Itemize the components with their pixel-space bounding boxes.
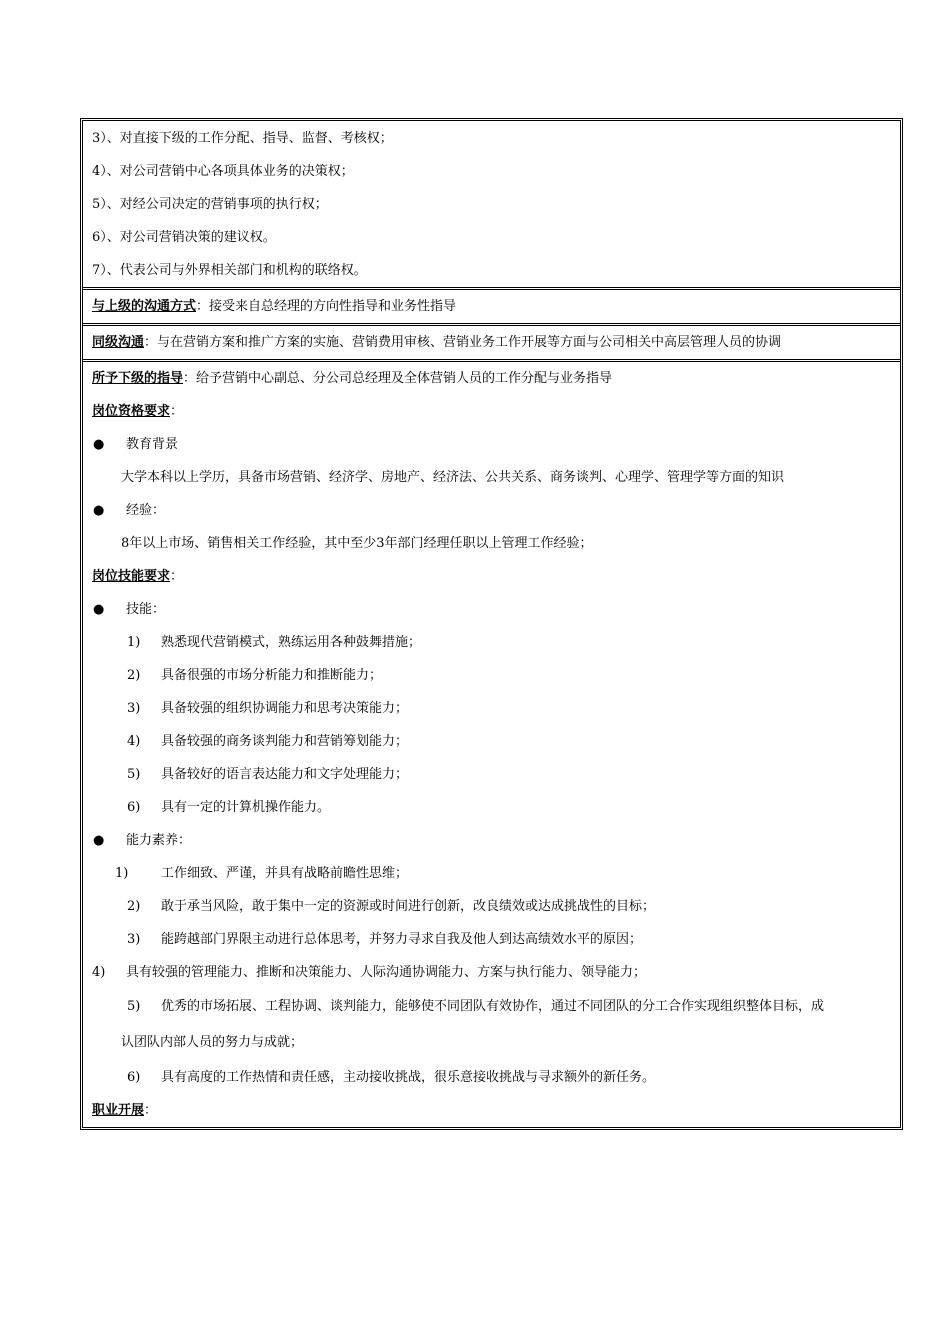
- authority-item: 4）、对公司营销中心各项具体业务的决策权；: [92, 164, 354, 179]
- education-heading: ● 教育背景: [83, 428, 900, 461]
- skill-heading: ● 技能：: [83, 593, 900, 626]
- skill-item: 5) 具备较好的语言表达能力和文字处理能力；: [127, 767, 409, 782]
- ability-item-continuation: 认团队内部人员的努力与成就；: [121, 1035, 304, 1050]
- ability-item: 5) 优秀的市场拓展、工程协调、谈判能力，能够使不同团队有效协作，通过不同团队的分工合作实现组织整体目标，成: [127, 999, 825, 1014]
- ability-item: 4) 具有较强的管理能力、推断和决策能力、人际沟通协调能力、方案与执行能力、领导能力；: [92, 965, 647, 980]
- career-label: 职业开展: [92, 1103, 145, 1118]
- experience-heading: ● 经验：: [83, 494, 900, 527]
- authority-item: 6）、对公司营销决策的建议权。: [92, 230, 276, 245]
- ability-item: 1) 工作细致、严谨，并具有战略前瞻性思维；: [115, 866, 409, 881]
- skill-item: 6) 具有一定的计算机操作能力。: [127, 800, 331, 815]
- authority-item: 5）、对经公司决定的营销事项的执行权；: [92, 197, 328, 212]
- requirements-section: 所予下级的指导：给予营销中心副总、分公司总经理及全体营销人员的工作分配与业务指导 岗位资格要求： ● 教育背景 大学本科以上学历，具备市场营销、经济学、房地产、经济法、公共关系、商务谈判、心理学、管理学等方面的知识 ● 经验： 8年以上市场、销售相关工作经验，其中至少3年部门经理任职以上管理工作经验； 岗位技能要求： ● 技能： 1) 熟悉现代营销模式，熟练运用各种鼓舞措施； 2) 具备很强的市场分析能力和推断能力； 3) 具备较强的组织协调能力和思考决策能力； 4) 具备较强的商务谈判能力和营销筹划能力； 5) 具备较好的语言表达能力和文字处理能力； 6) 具有一定的计算机操作能力。 ● 能力素养： 1) 工作细致、严谨，并具有战略前瞻性思维； 2) 敢于承当风险，敢于集中一定的资源或时间进行创新，改良绩效或达成挑战性的目标； 3) 能跨越部门界限主动进行总体思考，并努力寻求自我及他人到达高绩效水平的原因； 4) 具有较强的管理能力、推断和决策能力、人际沟通协调能力、方案与执行能力、领导能力； 5) 优秀的市场拓展、工程协调、谈判能力，能够使不同团队有效协作，通过不同团队的分工合作实现组织整体目标，成 认团队内部人员的努力与成就； 6) 具有高度的工作热情和责任感，主动接收挑战，很乐意接收挑战与寻求额外的新任务。 职业开展：: [83, 362, 900, 1127]
- bullet-icon: ●: [93, 602, 105, 617]
- authority-item: 7）、代表公司与外界相关部门和机构的联络权。: [92, 263, 367, 278]
- superior-text: 接受来自总经理的方向性指导和业务性指导: [209, 299, 457, 314]
- bullet-icon: ●: [93, 503, 105, 518]
- skill-item: 4) 具备较强的商务谈判能力和营销筹划能力；: [127, 734, 409, 749]
- subordinate-text: 给予营销中心副总、分公司总经理及全体营销人员的工作分配与业务指导: [196, 371, 613, 386]
- ability-item: 6) 具有高度的工作热情和责任感，主动接收挑战，很乐意接收挑战与寻求额外的新任务。: [127, 1070, 656, 1085]
- bullet-icon: ●: [93, 833, 105, 848]
- ability-item: 3) 能跨越部门界限主动进行总体思考，并努力寻求自我及他人到达高绩效水平的原因；: [127, 932, 643, 947]
- qualification-label: 岗位资格要求: [92, 404, 171, 419]
- authority-section: [83, 121, 900, 290]
- skill-item: 1) 熟悉现代营销模式，熟练运用各种鼓舞措施；: [127, 635, 422, 650]
- skills-label: 岗位技能要求: [92, 569, 171, 584]
- authority-item: 3）、对直接下级的工作分配、指导、监督、考核权；: [92, 131, 393, 146]
- experience-text: 8年以上市场、销售相关工作经验，其中至少3年部门经理任职以上管理工作经验；: [121, 536, 593, 551]
- peer-label: 同级沟通: [92, 335, 145, 350]
- bullet-icon: ●: [93, 437, 105, 452]
- peer-communication-row: 同级沟通：与在营销方案和推广方案的实施、营销费用审核、营销业务工作开展等方面与公司相关中高层管理人员的协调: [83, 326, 900, 362]
- skill-item: 3) 具备较强的组织协调能力和思考决策能力；: [127, 701, 409, 716]
- job-description-table: [80, 118, 903, 1130]
- ability-heading: ● 能力素养：: [83, 824, 900, 857]
- subordinate-label: 所予下级的指导: [92, 371, 184, 386]
- peer-text: 与在营销方案和推广方案的实施、营销费用审核、营销业务工作开展等方面与公司相关中高层管理人员的协调: [157, 335, 782, 350]
- superior-label: 与上级的沟通方式: [92, 299, 197, 314]
- education-text: 大学本科以上学历，具备市场营销、经济学、房地产、经济法、公共关系、商务谈判、心理学、管理学等方面的知识: [121, 470, 785, 485]
- superior-communication-row: 与上级的沟通方式：接受来自总经理的方向性指导和业务性指导: [83, 290, 900, 326]
- ability-item: 2) 敢于承当风险，敢于集中一定的资源或时间进行创新，改良绩效或达成挑战性的目标；: [127, 899, 656, 914]
- skill-item: 2) 具备很强的市场分析能力和推断能力；: [127, 668, 383, 683]
